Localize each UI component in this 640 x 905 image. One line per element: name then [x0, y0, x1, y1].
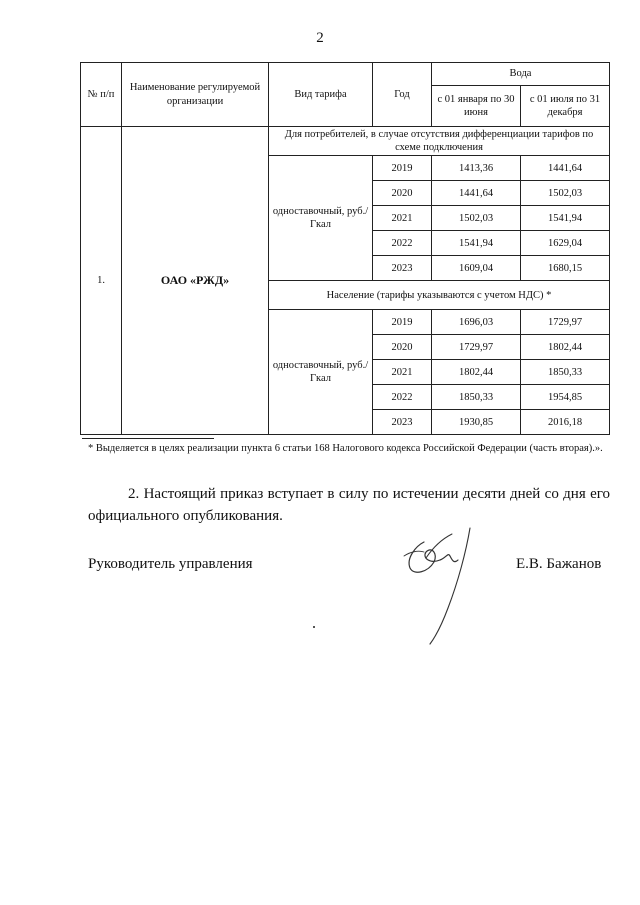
page-number: 2	[316, 30, 324, 46]
footnote-separator	[82, 438, 214, 439]
year-cell: 2023	[373, 410, 432, 435]
value-first-half: 1441,64	[432, 181, 521, 206]
value-first-half: 1541,94	[432, 231, 521, 256]
value-second-half: 1541,94	[521, 206, 610, 231]
tariff-kind: одноставочный, руб./Гкал	[269, 156, 373, 281]
value-second-half: 1954,85	[521, 385, 610, 410]
value-second-half: 1802,44	[521, 335, 610, 360]
value-second-half: 1680,15	[521, 256, 610, 281]
year-cell: 2020	[373, 335, 432, 360]
footnote: * Выделяется в целях реализации пункта 6 статьи 168 Налогового кодекса Российской Федерации (часть вторая).».	[88, 443, 603, 454]
value-first-half: 1930,85	[432, 410, 521, 435]
header-no: № п/п	[81, 63, 122, 127]
value-first-half: 1413,36	[432, 156, 521, 181]
value-second-half: 1441,64	[521, 156, 610, 181]
tariff-table	[80, 62, 610, 435]
header-first-half: с 01 января по 30 июня	[432, 86, 521, 127]
year-cell: 2021	[373, 360, 432, 385]
signatory-name: Е.В. Бажанов	[516, 556, 602, 572]
value-first-half: 1502,03	[432, 206, 521, 231]
value-second-half: 1850,33	[521, 360, 610, 385]
year-cell: 2023	[373, 256, 432, 281]
scan-mark	[313, 626, 315, 628]
organization-name: ОАО «РЖД»	[122, 127, 269, 435]
year-cell: 2022	[373, 231, 432, 256]
signatory-title: Руководитель управления	[88, 556, 253, 572]
header-second-half: с 01 июля по 31 декабря	[521, 86, 610, 127]
value-first-half: 1609,04	[432, 256, 521, 281]
value-first-half: 1729,97	[432, 335, 521, 360]
year-cell: 2021	[373, 206, 432, 231]
value-second-half: 1629,04	[521, 231, 610, 256]
value-second-half: 1729,97	[521, 310, 610, 335]
year-cell: 2022	[373, 385, 432, 410]
section-title: Население (тарифы указываются с учетом НДС) *	[269, 281, 610, 310]
header-water-group: Вода	[432, 63, 610, 86]
paragraph-2: 2. Настоящий приказ вступает в силу по истечении десяти дней со дня его официального опубликования.	[88, 486, 610, 524]
value-first-half: 1850,33	[432, 385, 521, 410]
value-first-half: 1696,03	[432, 310, 521, 335]
value-second-half: 2016,18	[521, 410, 610, 435]
header-kind: Вид тарифа	[269, 63, 373, 127]
header-org: Наименование регулируемой организации	[122, 63, 269, 127]
tariff-kind: одноставочный, руб./Гкал	[269, 310, 373, 435]
handwritten-signature	[400, 512, 490, 662]
year-cell: 2019	[373, 156, 432, 181]
section-title: Для потребителей, в случае отсутствия дифференциации тарифов по схеме подключения	[269, 127, 610, 156]
header-year: Год	[373, 63, 432, 127]
value-first-half: 1802,44	[432, 360, 521, 385]
year-cell: 2019	[373, 310, 432, 335]
year-cell: 2020	[373, 181, 432, 206]
value-second-half: 1502,03	[521, 181, 610, 206]
row-number: 1.	[81, 127, 122, 435]
